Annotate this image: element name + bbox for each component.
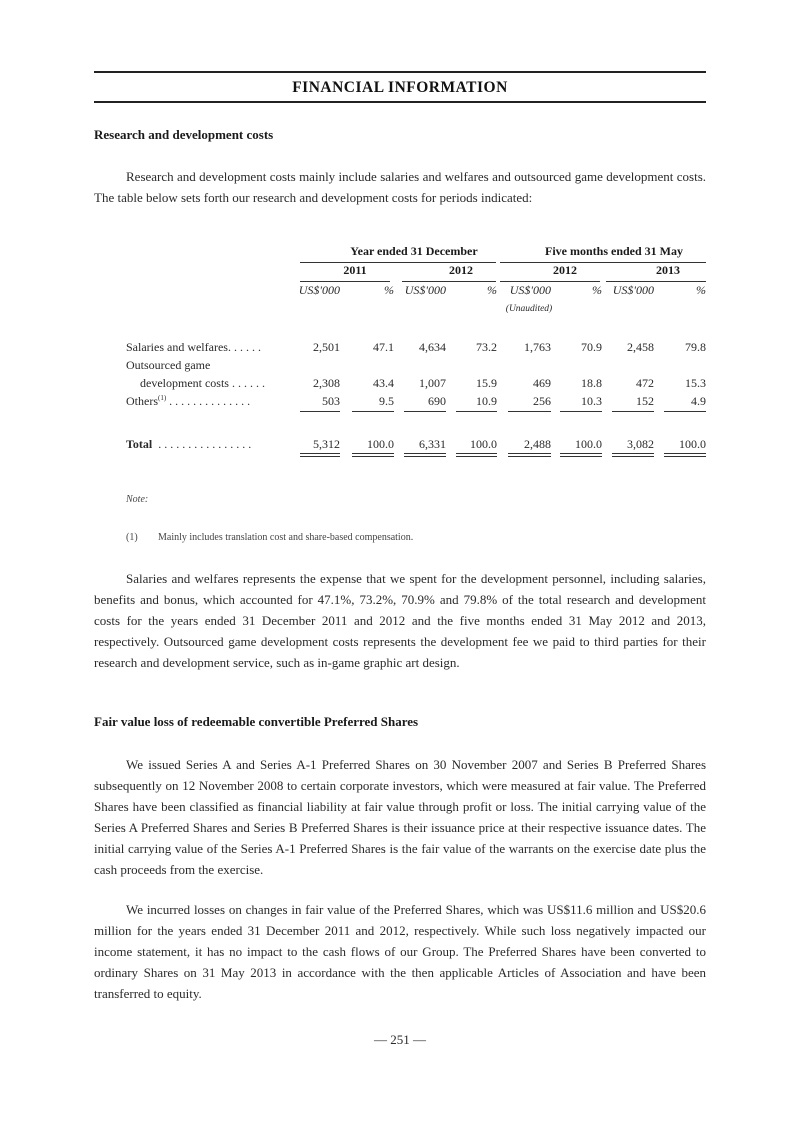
total-double-rule-7 <box>612 453 654 457</box>
subtotal-rule-1 <box>300 411 340 412</box>
header-bottom-rule <box>94 101 706 103</box>
year-header-2011: 2011 <box>343 263 367 277</box>
total-double-rule-5 <box>508 453 551 457</box>
cell-outsourced-3: 1,007 <box>419 376 446 390</box>
subtotal-rule-5 <box>508 411 551 412</box>
footnote-marker: (1) <box>126 532 138 543</box>
total-double-rule-8 <box>664 453 706 457</box>
page-number: — 251 — <box>374 1032 426 1047</box>
cell-total-5: 2,488 <box>524 437 551 451</box>
subtotal-rule-6 <box>560 411 602 412</box>
cell-salaries-1: 2,501 <box>313 340 340 354</box>
header-top-rule <box>94 71 706 73</box>
total-dots: . . . . . . . . . . . . . . . . <box>158 437 252 451</box>
group-header-five-months: Five months ended 31 May <box>545 244 683 258</box>
cell-outsourced-4: 15.9 <box>476 376 497 390</box>
subtotal-rule-4 <box>456 411 497 412</box>
cell-total-6: 100.0 <box>575 437 602 451</box>
cell-salaries-3: 4,634 <box>419 340 446 354</box>
cell-others-7: 152 <box>636 394 654 408</box>
row-label-total <box>126 437 251 452</box>
fair-value-paragraph-1-text: We issued Series A and Series A-1 Preferred Shares on 30 November 2007 and Series B Preferred Shares subsequently on 12 November 2008 to certain corporate investors, which were measured at fair value. The Preferred Shares have been classified as financial liability at fair value through profit or loss. The initial carrying value of the Series A Preferred Shares and Series B Preferred Shares is their issuance price at their respective issuance dates. The initial carrying value of the Series A-1 Preferred Shares is the fair value of the warrants on the exercise date plus the cash proceeds from the exercise. <box>94 757 706 877</box>
unit-col-6: % <box>592 283 602 297</box>
fair-value-paragraph-1 <box>94 754 706 880</box>
cell-total-7: 3,082 <box>627 437 654 451</box>
unit-col-7: US$'000 <box>612 283 654 297</box>
unit-col-4: % <box>487 283 497 297</box>
unit-col-8: % <box>696 283 706 297</box>
rd-intro-text: Research and development costs mainly include salaries and welfares and outsourced game development costs. The table below sets forth our research and development costs for periods indicated: <box>94 169 706 205</box>
unit-col-2: % <box>384 283 394 297</box>
subtotal-rule-2 <box>352 411 394 412</box>
total-label: Total <box>126 437 153 451</box>
subtotal-rule-8 <box>664 411 706 412</box>
year-rule-2011 <box>300 281 390 282</box>
year-header-2013: 2013 <box>656 263 680 277</box>
cell-others-2: 9.5 <box>379 394 394 408</box>
cell-total-3: 6,331 <box>419 437 446 451</box>
unit-col-1: US$'000 <box>298 283 340 297</box>
cell-total-2: 100.0 <box>367 437 394 451</box>
year-rule-2012a <box>402 281 496 282</box>
row-label-others <box>126 394 250 409</box>
cell-salaries-2: 47.1 <box>373 340 394 354</box>
cell-total-4: 100.0 <box>470 437 497 451</box>
rd-intro-paragraph <box>94 166 706 208</box>
others-footnote-marker: (1) <box>158 394 167 402</box>
others-dots: . . . . . . . . . . . . . . <box>166 394 251 408</box>
total-double-rule-1 <box>300 453 340 457</box>
section-heading-fair-value: Fair value loss of redeemable convertible Preferred Shares <box>94 714 419 729</box>
cell-others-1: 503 <box>322 394 340 408</box>
row-label-outsourced: Outsourced game <box>126 358 211 372</box>
subtotal-rule-7 <box>612 411 654 412</box>
year-header-2012b: 2012 <box>553 263 577 277</box>
others-label: Others <box>126 394 158 408</box>
cell-salaries-8: 79.8 <box>685 340 706 354</box>
year-rule-2012b <box>500 281 600 282</box>
cell-total-8: 100.0 <box>679 437 706 451</box>
row-label-development-costs: development costs . . . . . . <box>140 376 265 390</box>
cell-outsourced-8: 15.3 <box>685 376 706 390</box>
footnote-text: Mainly includes translation cost and share-based compensation. <box>158 532 414 543</box>
unit-col-5: US$'000 <box>509 283 551 297</box>
year-rule-2013 <box>606 281 706 282</box>
total-double-rule-3 <box>404 453 446 457</box>
cell-salaries-7: 2,458 <box>627 340 654 354</box>
page-title: FINANCIAL INFORMATION <box>292 79 508 96</box>
unaudited-note: (Unaudited) <box>505 304 553 314</box>
cell-outsourced-2: 43.4 <box>373 376 394 390</box>
fair-value-paragraph-2 <box>94 899 706 1004</box>
row-label-salaries: Salaries and welfares. . . . . . <box>126 340 261 354</box>
cell-total-1: 5,312 <box>313 437 340 451</box>
section-heading-rd: Research and development costs <box>94 127 274 142</box>
year-header-2012a: 2012 <box>449 263 473 277</box>
fair-value-paragraph-2-text: We incurred losses on changes in fair value of the Preferred Shares, which was US$11.6 million and US$20.6 million for the years ended 31 December 2011 and 2012, respectively. While such loss negatively impacted our income statement, it has no impact to the cash flows of our Group. The Preferred Shares have been converted to ordinary Shares on 31 May 2013 in accordance with the then applicable Articles of Association and have been transferred to equity. <box>94 902 706 1001</box>
cell-salaries-5: 1,763 <box>524 340 551 354</box>
cell-outsourced-5: 469 <box>533 376 551 390</box>
cell-salaries-6: 70.9 <box>581 340 602 354</box>
cell-outsourced-7: 472 <box>636 376 654 390</box>
unit-col-3: US$'000 <box>404 283 446 297</box>
total-double-rule-4 <box>456 453 497 457</box>
cell-others-5: 256 <box>533 394 551 408</box>
group-header-year: Year ended 31 December <box>350 244 478 258</box>
cell-others-4: 10.9 <box>476 394 497 408</box>
note-label: Note: <box>126 494 149 505</box>
cell-outsourced-1: 2,308 <box>313 376 340 390</box>
salaries-paragraph-text: Salaries and welfares represents the expense that we spent for the development personnel, including salaries, benefits and bonus, which accounted for 47.1%, 73.2%, 70.9% and 79.8% of the total research and development costs for the years ended 31 December 2011 and 2012 and the five months ended 31 May 2012 and 2013, respectively. Outsourced game development costs represents the development fee we paid to third parties for their research and development service, such as in-game graphic art design. <box>94 571 706 670</box>
cell-others-3: 690 <box>428 394 446 408</box>
subtotal-rule-3 <box>404 411 446 412</box>
cell-others-6: 10.3 <box>581 394 602 408</box>
salaries-paragraph <box>94 568 706 673</box>
total-double-rule-2 <box>352 453 394 457</box>
cell-salaries-4: 73.2 <box>476 340 497 354</box>
cell-outsourced-6: 18.8 <box>581 376 602 390</box>
total-double-rule-6 <box>560 453 602 457</box>
cell-others-8: 4.9 <box>691 394 706 408</box>
